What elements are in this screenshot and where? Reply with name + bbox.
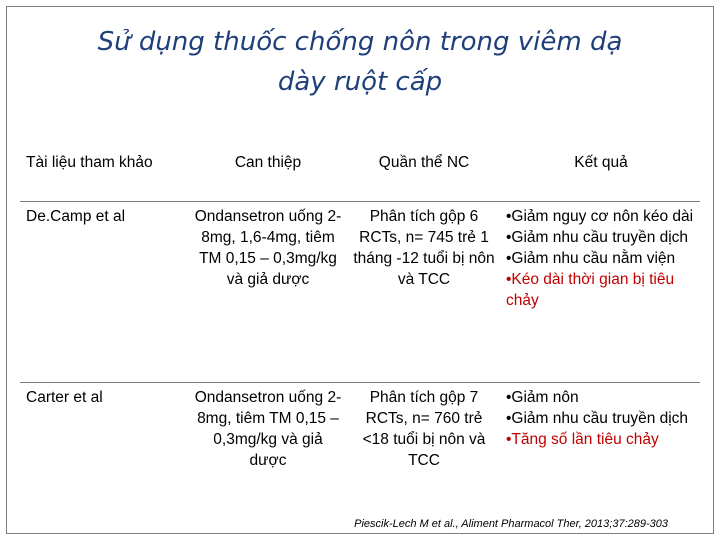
cell-reference: Carter et al [20, 382, 188, 512]
title-line-1: Sử dụng thuốc chống nôn trong viêm dạ [97, 27, 623, 57]
slide-title [40, 22, 680, 102]
result-item: •Giảm nhu cầu truyền dịch [506, 409, 689, 427]
table-row [20, 201, 700, 382]
table-row [20, 382, 700, 512]
cell-results [500, 201, 700, 382]
title-line-2: dày ruột cấp [277, 67, 443, 97]
cell-population: Phân tích gộp 7 RCTs, n= 760 trẻ <18 tuổi bị nôn và TCC [346, 382, 500, 512]
result-item: •Giảm nguy cơ nôn kéo dài [506, 207, 694, 225]
result-item: •Giảm nhu cầu truyền dịch [506, 228, 689, 246]
cell-intervention: Ondansetron uống 2-8mg, 1,6-4mg, tiêm TM 0,15 – 0,3mg/kg và giả dược [188, 201, 346, 382]
cell-reference: De.Camp et al [20, 201, 188, 382]
header-results: Kết quả [574, 154, 628, 171]
header-population: Quần thể NC [378, 154, 470, 171]
result-item: •Giảm nôn [506, 388, 579, 406]
cell-intervention: Ondansetron uống 2-8mg, tiêm TM 0,15 – 0,3mg/kg và giả dược [188, 382, 346, 512]
result-item-highlight: •Kéo dài thời gian bị tiêu chảy [506, 270, 675, 309]
cell-population: Phân tích gộp 6 RCTs, n= 745 trẻ 1 tháng -12 tuổi bị nôn và TCC [346, 201, 500, 382]
study-table [20, 148, 700, 512]
header-reference: Tài liệu tham khảo [26, 154, 153, 171]
citation: Piescik-Lech M et al., Aliment Pharmacol Ther, 2013;37:289-303 [354, 518, 668, 530]
header-intervention: Can thiệp [234, 154, 302, 171]
result-item-highlight: •Tăng số lần tiêu chảy [506, 430, 659, 448]
result-item: •Giảm nhu cầu nằm viện [506, 249, 676, 267]
table-header-row [20, 148, 700, 201]
cell-results [500, 382, 700, 512]
